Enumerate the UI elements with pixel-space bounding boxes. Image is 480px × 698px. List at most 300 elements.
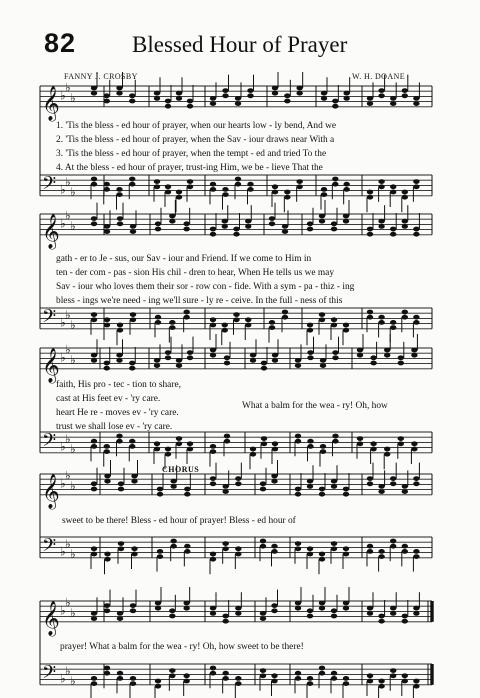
system-4-treble-note <box>157 487 163 492</box>
system-5-bass-note <box>235 676 241 681</box>
system-2-treble-note <box>130 229 136 234</box>
system-1-bass-note <box>247 187 253 192</box>
system-2-treble-note <box>91 221 97 226</box>
system-5-treble-note <box>117 611 123 616</box>
system-5-treble-note <box>378 619 384 624</box>
system-2-treble-note <box>210 227 216 232</box>
system-1-treble-flat-sign: ♭ <box>65 80 71 95</box>
system-5-bass-note <box>104 666 110 671</box>
system-5-treble-note <box>130 608 136 613</box>
system-2-bass-flat-sign: ♭ <box>60 315 66 330</box>
system-2-bass-note <box>155 320 161 325</box>
system-4-bass-note <box>319 557 325 562</box>
system-4-treble-note <box>367 481 373 486</box>
system-4-treble-note <box>413 481 419 486</box>
system-1-bass-note <box>104 187 110 192</box>
system-5-treble-note <box>155 606 161 611</box>
system-5-bass-note <box>183 673 189 678</box>
system-2-treble-note <box>343 214 349 219</box>
system-5-treble-note <box>319 601 325 606</box>
system-3-treble-note <box>91 353 97 358</box>
system-2-bass-note <box>155 315 161 320</box>
system-1-treble-note <box>343 91 349 96</box>
system-3-treble-note <box>411 353 417 358</box>
system-5-bass-note <box>235 681 241 686</box>
system-4-bass-clef: 𝄢 <box>42 535 57 561</box>
system-4-bass-note <box>170 544 176 549</box>
system-2-bass-note <box>117 323 123 328</box>
system-4-treble-note <box>222 484 228 489</box>
system-2-treble-note <box>319 214 325 219</box>
system-4-treble-note <box>104 479 110 484</box>
system-1-treble-note <box>296 91 302 96</box>
system-5-treble-note <box>367 606 373 611</box>
system-2-bass-note <box>413 315 419 320</box>
system-2-treble-note <box>378 219 384 224</box>
system-2-treble-note <box>343 219 349 224</box>
system-1-treble-note <box>165 99 171 104</box>
system-2-treble-note <box>413 232 419 237</box>
system-4-bass-note <box>170 539 176 544</box>
system-4-treble-note <box>319 487 325 492</box>
system-4-treble-note <box>343 492 349 497</box>
system-2-treble-note <box>155 227 161 232</box>
system-1-treble-note <box>91 91 97 96</box>
system-5-bass-note <box>343 681 349 686</box>
system-5-bass-note <box>331 676 337 681</box>
system-5-treble-note <box>260 611 266 616</box>
system-1-treble-note <box>390 101 396 106</box>
system-1-bass-clef: 𝄢 <box>42 173 57 199</box>
system-5-bass-note <box>210 671 216 676</box>
verse-2-line-3: cast at His feet ev - 'ry care. <box>56 394 161 404</box>
system-3-treble-note <box>261 366 267 371</box>
system-4-treble-note <box>222 489 228 494</box>
system-5-bass-note <box>117 671 123 676</box>
system-1-bass-note <box>210 182 216 187</box>
system-2-treble-note <box>245 219 251 224</box>
system-3-bass-note <box>357 436 363 441</box>
system-5-bass-note <box>222 676 228 681</box>
system-5-treble-note <box>390 611 396 616</box>
system-3-bass-note <box>307 444 313 449</box>
system-2-bass-note <box>402 315 408 320</box>
system-3-bass-note <box>129 439 135 444</box>
system-3-treble-note <box>250 353 256 358</box>
system-3-treble-flat-sign: ♭ <box>65 342 71 357</box>
system-2-treble-note <box>269 221 275 226</box>
system-4-bass-note <box>131 552 137 557</box>
system-1-bass-note <box>272 190 278 195</box>
system-1-bass-note <box>367 195 373 200</box>
system-5-bass-note <box>155 679 161 684</box>
system-2-bass-flat-sign: ♭ <box>70 318 76 333</box>
system-4-treble-note <box>210 476 216 481</box>
system-4-bass-note <box>390 544 396 549</box>
system-2-treble-note <box>307 221 313 226</box>
system-4-treble-note <box>157 492 163 497</box>
system-2-treble-note <box>331 221 337 226</box>
system-5-bass-note <box>91 676 97 681</box>
system-4-bass-note <box>235 546 241 551</box>
system-2-bass-note <box>413 320 419 325</box>
system-3-treble-note <box>332 355 338 360</box>
system-5-bass-note <box>295 676 301 681</box>
system-5-bass-note <box>413 679 419 684</box>
system-5-treble-note <box>260 616 266 621</box>
system-1-bass-note <box>129 177 135 182</box>
system-4-bass-note <box>222 546 228 551</box>
system-1-bass-note <box>272 184 278 189</box>
system-3-treble-note <box>384 353 390 358</box>
system-5-bass-flat-sign: ♭ <box>60 671 66 686</box>
system-2-treble-note <box>104 224 110 229</box>
system-3-treble-note <box>384 348 390 353</box>
system-5-treble-note <box>91 611 97 616</box>
hymn-number: 82 <box>44 28 77 58</box>
system-3-treble-note <box>224 361 230 366</box>
system-4-treble-note <box>367 476 373 481</box>
system-1-treble-note <box>176 96 182 101</box>
system-3-treble-note <box>357 348 363 353</box>
system-1-bass-note <box>222 192 228 197</box>
system-3-bass-note <box>261 441 267 446</box>
system-3-bass-note <box>154 447 160 452</box>
system-4-bass-note <box>260 539 266 544</box>
system-4-bass-note <box>331 541 337 546</box>
system-1-bass-note <box>378 179 384 184</box>
system-5-bass-flat-sign: ♭ <box>70 674 76 689</box>
system-5-bass-note <box>378 679 384 684</box>
system-5-treble-note <box>307 608 313 613</box>
system-4-bass-note <box>118 541 124 546</box>
system-2-bass-note <box>269 320 275 325</box>
system-1-bass-note <box>343 182 349 187</box>
system-5-treble-note <box>222 619 228 624</box>
system-2-bass-note <box>169 325 175 330</box>
system-5-bass-note <box>319 666 325 671</box>
system-2-bass-note <box>269 325 275 330</box>
system-5-bass-note <box>169 673 175 678</box>
system-5-bass-note <box>169 668 175 673</box>
system-2-treble-note <box>155 221 161 226</box>
system-4-bass-note <box>343 546 349 551</box>
system-2-treble-note <box>269 216 275 221</box>
system-5-bass-note <box>295 671 301 676</box>
system-1-bass-note <box>284 195 290 200</box>
system-5-treble-note <box>210 606 216 611</box>
system-4-treble-note <box>210 481 216 486</box>
verse-2-line-1: 2. 'Tis the bless - ed hour of prayer, when the Sav - iour draws near With a <box>56 135 335 145</box>
system-2-bass-note <box>331 323 337 328</box>
system-4-bass-note <box>319 552 325 557</box>
system-2-treble-note <box>91 216 97 221</box>
system-4-bass-note <box>131 546 137 551</box>
system-1-bass-note <box>413 179 419 184</box>
system-2-treble-note <box>169 219 175 224</box>
system-2-bass-note <box>91 317 97 322</box>
system-3-bass-flat-sign: ♭ <box>65 431 71 446</box>
system-1-treble-note <box>129 93 135 98</box>
system-5-treble-note <box>210 611 216 616</box>
system-4-treble-note <box>170 479 176 484</box>
system-2-bass-note <box>130 312 136 317</box>
system-1-bass-note <box>235 182 241 187</box>
system-1-treble-note <box>154 96 160 101</box>
system-3-treble-note <box>116 358 122 363</box>
system-5-bass-clef: 𝄢 <box>42 662 57 688</box>
system-3-bass-note <box>398 436 404 441</box>
system-4-bass-note <box>118 546 124 551</box>
system-4-bass-note <box>367 544 373 549</box>
system-2-treble-note <box>307 227 313 232</box>
system-2-bass-note <box>210 317 216 322</box>
system-3-treble-note <box>398 355 404 360</box>
verse-4-line-3: trust we shall lose ev - 'ry care. <box>56 422 173 432</box>
system-2-bass-note <box>378 315 384 320</box>
system-3-treble-note <box>370 355 376 360</box>
system-2-treble-note <box>245 224 251 229</box>
system-3-treble-note <box>370 361 376 366</box>
system-3-bass-note <box>320 449 326 454</box>
system-4-bass-note <box>260 544 266 549</box>
system-2-bass-note <box>169 320 175 325</box>
system-3-bass-note <box>91 439 97 444</box>
system-4-bass-note <box>413 549 419 554</box>
system-3-bass-note <box>176 436 182 441</box>
system-1-treble-note <box>222 93 228 98</box>
system-5-treble-note <box>343 601 349 606</box>
system-5-treble-note <box>331 614 337 619</box>
system-3-treble-note <box>176 363 182 368</box>
system-5-treble-note <box>402 614 408 619</box>
system-1-treble-note <box>402 88 408 93</box>
system-3-bass-note <box>295 439 301 444</box>
system-5-treble-clef: 𝄞 <box>42 600 60 636</box>
verse-1-line-3: faith, His pro - tec - tion to share, <box>56 380 181 390</box>
system-3-treble-note <box>320 363 326 368</box>
system-3-bass-note <box>165 447 171 452</box>
system-3-treble-note <box>272 353 278 358</box>
system-3-treble-note <box>165 355 171 360</box>
system-2-treble-flat-sign: ♭ <box>70 219 76 233</box>
system-4-treble-note <box>118 481 124 486</box>
system-1-bass-note <box>235 177 241 182</box>
system-4-treble-note <box>331 484 337 489</box>
verse-1-line-2: gath - er to Je - sus, our Sav - iour and Friend. If we come to Him in <box>56 254 312 264</box>
system-5-treble-note <box>295 606 301 611</box>
system-3-bass-note <box>357 441 363 446</box>
system-3-bass-note <box>295 434 301 439</box>
system-5-bass-note <box>104 671 110 676</box>
system-5-treble-note <box>169 608 175 613</box>
verse-2-line-2: ten - der com - pas - sion His chil - dren to hear, When He tells us we may <box>56 268 335 278</box>
system-2-bass-note <box>307 328 313 333</box>
system-3-bass-note <box>398 441 404 446</box>
system-5-bass-note <box>367 679 373 684</box>
system-3-bass-note <box>129 444 135 449</box>
system-3-bass-note <box>224 439 230 444</box>
system-1-bass-note <box>390 184 396 189</box>
system-3-bass-note <box>272 441 278 446</box>
system-3-bass-note <box>91 444 97 449</box>
system-5-bass-note <box>117 676 123 681</box>
system-3-bass-note <box>210 449 216 454</box>
system-4-bass-note <box>157 554 163 559</box>
system-3-treble-note <box>91 358 97 363</box>
system-5-bass-note <box>367 673 373 678</box>
system-1-treble-note <box>210 101 216 106</box>
system-4-treble-note <box>390 481 396 486</box>
system-1-treble-note <box>402 93 408 98</box>
system-5-bass-note <box>210 666 216 671</box>
system-5-treble-note <box>413 606 419 611</box>
system-1-bass-note <box>296 179 302 184</box>
system-4-treble-clef: 𝄞 <box>42 473 60 509</box>
system-5-treble-note <box>169 614 175 619</box>
system-1-treble-flat-sign: ♭ <box>70 91 76 105</box>
chorus-line-1: sweet to be there! Bless - ed hour of prayer! Bless - ed hour of <box>62 516 296 526</box>
system-3-treble-note <box>154 363 160 368</box>
system-3-treble-note <box>176 358 182 363</box>
system-1-treble-note <box>367 101 373 106</box>
system-2-treble-note <box>331 227 337 232</box>
system-2-bass-note <box>282 315 288 320</box>
system-4-treble-note <box>260 487 266 492</box>
system-1-bass-note <box>367 190 373 195</box>
system-5-bass-note <box>343 676 349 681</box>
verse-3-line-1: 3. 'Tis the bless - ed hour of prayer, when the tempt - ed and tried To the <box>56 149 327 159</box>
system-1-bass-note <box>187 184 193 189</box>
system-2-treble-note <box>367 227 373 232</box>
system-2-treble-note <box>402 224 408 229</box>
system-4-bass-note <box>210 557 216 562</box>
system-1-treble-note <box>104 93 110 98</box>
system-1-bass-note <box>247 182 253 187</box>
system-2-bass-note <box>91 312 97 317</box>
chorus-line-2: prayer! What a balm for the wea - ry! Oh, how sweet to be there! <box>60 642 304 652</box>
system-1-treble-note <box>413 101 419 106</box>
system-1-treble-note <box>154 91 160 96</box>
system-3-bass-note <box>154 441 160 446</box>
system-3-bass-note <box>411 441 417 446</box>
system-4-treble-note <box>378 484 384 489</box>
system-1-bass-note <box>343 187 349 192</box>
system-5-bass-note <box>402 673 408 678</box>
system-4-bass-note <box>295 546 301 551</box>
system-1-treble-flat-sign: ♭ <box>60 88 66 103</box>
system-4-bass-note <box>413 554 419 559</box>
system-3-bass-note <box>210 444 216 449</box>
system-5-treble-note <box>390 606 396 611</box>
system-3-bass-flat-sign: ♭ <box>70 442 76 457</box>
system-3-treble-note <box>332 350 338 355</box>
system-4-treble-note <box>260 481 266 486</box>
system-2-bass-note <box>390 320 396 325</box>
system-1-treble-clef: 𝄞 <box>42 85 60 121</box>
system-3-bass-note <box>250 452 256 457</box>
system-3-treble-note <box>295 363 301 368</box>
system-5-treble-note <box>130 603 136 608</box>
system-4-treble-note <box>343 487 349 492</box>
system-5-treble-note <box>91 616 97 621</box>
system-5-bass-note <box>155 684 161 689</box>
system-3-treble-note <box>307 350 313 355</box>
system-4-treble-note <box>131 479 137 484</box>
system-2-bass-note <box>331 317 337 322</box>
system-1-treble-note <box>165 104 171 109</box>
system-2-bass-note <box>104 317 110 322</box>
system-2-bass-note <box>183 315 189 320</box>
system-5-treble-note <box>413 611 419 616</box>
system-2-bass-note <box>307 323 313 328</box>
system-3-treble-note <box>129 361 135 366</box>
system-4-bass-flat-sign: ♭ <box>60 544 66 559</box>
system-5-bass-note <box>307 676 313 681</box>
composer-credit: W. H. DOANE <box>352 72 405 81</box>
system-3-treble-flat-sign: ♭ <box>60 350 66 365</box>
system-3-bass-note <box>272 447 278 452</box>
system-5-treble-note <box>117 616 123 621</box>
system-3-treble-flat-sign: ♭ <box>70 353 76 367</box>
system-2-treble-note <box>117 221 123 226</box>
system-4-treble-note <box>271 479 277 484</box>
system-3-bass-note <box>104 449 110 454</box>
system-3-treble-note <box>210 353 216 358</box>
system-1-bass-note <box>222 187 228 192</box>
system-4-bass-note <box>157 549 163 554</box>
system-4-bass-note <box>378 549 384 554</box>
system-4-bass-note <box>91 546 97 551</box>
system-5-treble-note <box>183 601 189 606</box>
system-1-treble-note <box>390 96 396 101</box>
system-1-treble-note <box>296 86 302 91</box>
system-2-bass-flat-sign: ♭ <box>65 307 71 322</box>
system-1-bass-note <box>296 184 302 189</box>
system-2-treble-note <box>402 219 408 224</box>
chorus-label: CHORUS <box>162 465 200 474</box>
system-5-bass-note <box>222 671 228 676</box>
system-5-treble-note <box>222 614 228 619</box>
system-5-bass-note <box>402 679 408 684</box>
system-3-bass-note <box>332 439 338 444</box>
system-3-bass-note <box>261 436 267 441</box>
system-4-treble-note <box>235 481 241 486</box>
system-5-treble-note <box>343 606 349 611</box>
system-1-bass-note <box>91 177 97 182</box>
system-3-treble-note <box>104 361 110 366</box>
system-5-bass-note <box>260 673 266 678</box>
system-4-bass-note <box>235 552 241 557</box>
system-5-bass-flat-sign: ♭ <box>65 663 71 678</box>
system-4-bass-flat-sign: ♭ <box>65 536 71 551</box>
system-4-treble-note <box>307 479 313 484</box>
system-1-bass-note <box>390 190 396 195</box>
system-4-bass-note <box>307 546 313 551</box>
system-3-bass-note <box>370 447 376 452</box>
system-4-bass-note <box>271 544 277 549</box>
system-2-bass-note <box>343 328 349 333</box>
hymn-title: Blessed Hour of Prayer <box>132 32 348 57</box>
system-2-bass-clef: 𝄢 <box>42 306 57 332</box>
system-4-bass-note <box>91 552 97 557</box>
system-2-treble-note <box>282 224 288 229</box>
system-1-bass-note <box>187 179 193 184</box>
system-2-treble-note <box>319 219 325 224</box>
system-2-treble-note <box>169 214 175 219</box>
system-5-treble-note <box>295 601 301 606</box>
system-4-treble-note <box>184 487 190 492</box>
